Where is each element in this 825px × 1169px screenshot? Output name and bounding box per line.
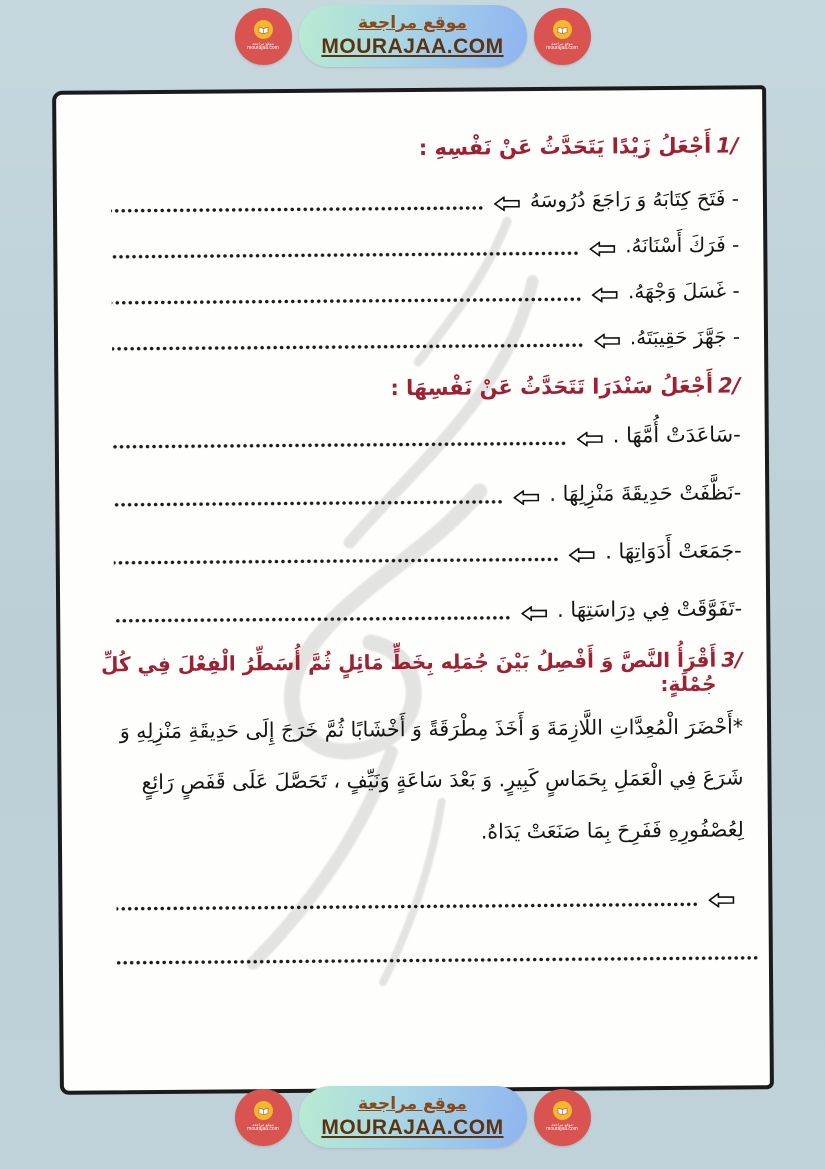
exercise-3-paragraph: *أَحْضَرَ الْمُعِدَّاتِ اللَّازِمَةَ وَ أَخَذَ مِطْرَقَةً وَ أَخْشَابًا ثُمَّ خَرَجَ إِلَى حَدِيقَةِ مَنْزِلِهِ وَ شَرَعَ فِي الْعَمَلِ بِحَمَاسٍ كَبِيرٍ. وَ بَعْدَ سَاعَةٍ وَنَيِّفٍ ، تَحَصَّلَ عَلَى قَفَصٍ رَائِعٍ لِعُصْفُورِهِ فَفَرِحَ بِمَا صَنَعَتْ يَدَاهُ. xyxy=(119,714,744,843)
left-arrow-icon xyxy=(589,241,615,256)
logo-arabic-text: موقع مراجعة xyxy=(252,1122,274,1128)
exercise-3-title xyxy=(100,647,742,700)
item-text: -نَظَّفَتْ حَدِيقَةَ مَنْزِلِهَا . xyxy=(549,480,742,506)
answer-row xyxy=(98,273,740,312)
site-url-link[interactable]: MOURAJAA.COM xyxy=(321,35,504,59)
dotted-line xyxy=(113,440,567,449)
left-arrow-icon xyxy=(594,333,620,348)
left-arrow-icon xyxy=(569,547,595,562)
exercise-3-title-text: أَقْرَأُ النَّصَّ وَ أَفْصِلُ بَيْنَ جُمَلِه بِخَطٍّ مَائِلٍ ثُمَّ أُسَطِّرُ الْفِعْلَ فِي كُلِّ جُمْلَةٍ: xyxy=(100,647,717,697)
dotted-line xyxy=(111,250,579,259)
book-icon xyxy=(254,1101,273,1120)
bottom-banner xyxy=(235,1086,591,1148)
item-text: - فَتَحَ كِتَابَهُ وَ رَاجَعَ دُرُوسَهُ xyxy=(529,186,740,213)
logo-domain-text: mourajaa.com xyxy=(546,1126,578,1133)
left-arrow-icon xyxy=(577,431,603,446)
mourajaa-logo xyxy=(534,8,591,65)
dotted-line xyxy=(112,342,584,351)
item-text: -جَمَعَتْ أَدَوَاتِهَا . xyxy=(605,538,742,564)
item-text: - جَهَّزَ حَقِيبَتَهُ. xyxy=(629,324,741,350)
left-arrow-icon xyxy=(592,287,618,302)
answer-row xyxy=(98,319,740,358)
worksheet-content xyxy=(56,89,770,1091)
answer-row xyxy=(97,227,739,266)
logo-arabic-text: موقع مراجعة xyxy=(551,41,573,47)
exercise-1 xyxy=(96,133,740,358)
answer-row xyxy=(99,473,741,516)
worksheet-page xyxy=(52,85,774,1095)
left-arrow-icon xyxy=(708,893,734,908)
answer-row xyxy=(100,531,742,574)
logo-arabic-text: موقع مراجعة xyxy=(551,1122,573,1128)
exercise-1-title-text: أَجْعَلُ زَيْدًا يَتَحَدَّثُ عَنْ نَفْسِهِ : xyxy=(418,133,712,160)
exercise-2-number: 2/ xyxy=(718,373,741,398)
logo-domain-text: mourajaa.com xyxy=(546,45,578,52)
mourajaa-logo xyxy=(235,8,292,65)
book-icon xyxy=(553,1101,572,1120)
left-arrow-icon xyxy=(513,490,539,505)
site-name-arabic-link[interactable]: موقع مراجعة xyxy=(358,1093,467,1114)
top-banner xyxy=(235,5,591,67)
item-text: - فَرَكَ أَسْنَانَهُ. xyxy=(625,232,740,258)
exercise-3 xyxy=(100,647,744,970)
item-text: -تَفَوَّقَتْ فِي دِرَاسَتِهَا . xyxy=(556,596,743,622)
exercise-2-title xyxy=(98,373,740,402)
exercise-2-title-text: أَجْعَلُ سَنْدَرَا تَتَحَدَّثُ عَنْ نَفْسِهَا : xyxy=(390,373,714,401)
answer-row xyxy=(103,943,745,970)
answer-row xyxy=(99,415,741,458)
dotted-line xyxy=(114,556,559,564)
logo-arabic-text: موقع مراجعة xyxy=(252,41,274,47)
exercise-2 xyxy=(98,373,742,632)
book-icon xyxy=(553,20,572,39)
dotted-line xyxy=(112,296,582,305)
dotted-line xyxy=(117,956,759,966)
item-text: - غَسَلَ وَجْهَهُ. xyxy=(627,278,740,304)
site-url-link[interactable]: MOURAJAA.COM xyxy=(321,1116,504,1140)
dotted-line xyxy=(113,499,503,507)
left-arrow-icon xyxy=(521,605,547,620)
site-banner-pill xyxy=(299,1086,527,1148)
dotted-line xyxy=(114,615,511,623)
site-name-arabic-link[interactable]: موقع مراجعة xyxy=(358,12,467,33)
dotted-line xyxy=(111,205,484,213)
exercise-1-number: 1/ xyxy=(716,133,739,158)
exercise-3-number: 3/ xyxy=(721,647,743,672)
logo-domain-text: mourajaa.com xyxy=(247,45,279,52)
site-banner-pill xyxy=(299,5,527,67)
exercise-1-title xyxy=(96,133,738,162)
book-icon xyxy=(254,20,273,39)
left-arrow-icon xyxy=(494,196,520,211)
answer-row xyxy=(97,181,739,220)
dotted-line xyxy=(116,902,698,912)
logo-domain-text: mourajaa.com xyxy=(247,1126,279,1133)
item-text: -سَاعَدَتْ أُمَّهَا . xyxy=(612,422,741,448)
answer-row xyxy=(102,889,744,916)
answer-row xyxy=(100,589,742,632)
mourajaa-logo xyxy=(534,1089,591,1146)
mourajaa-logo xyxy=(235,1089,292,1146)
